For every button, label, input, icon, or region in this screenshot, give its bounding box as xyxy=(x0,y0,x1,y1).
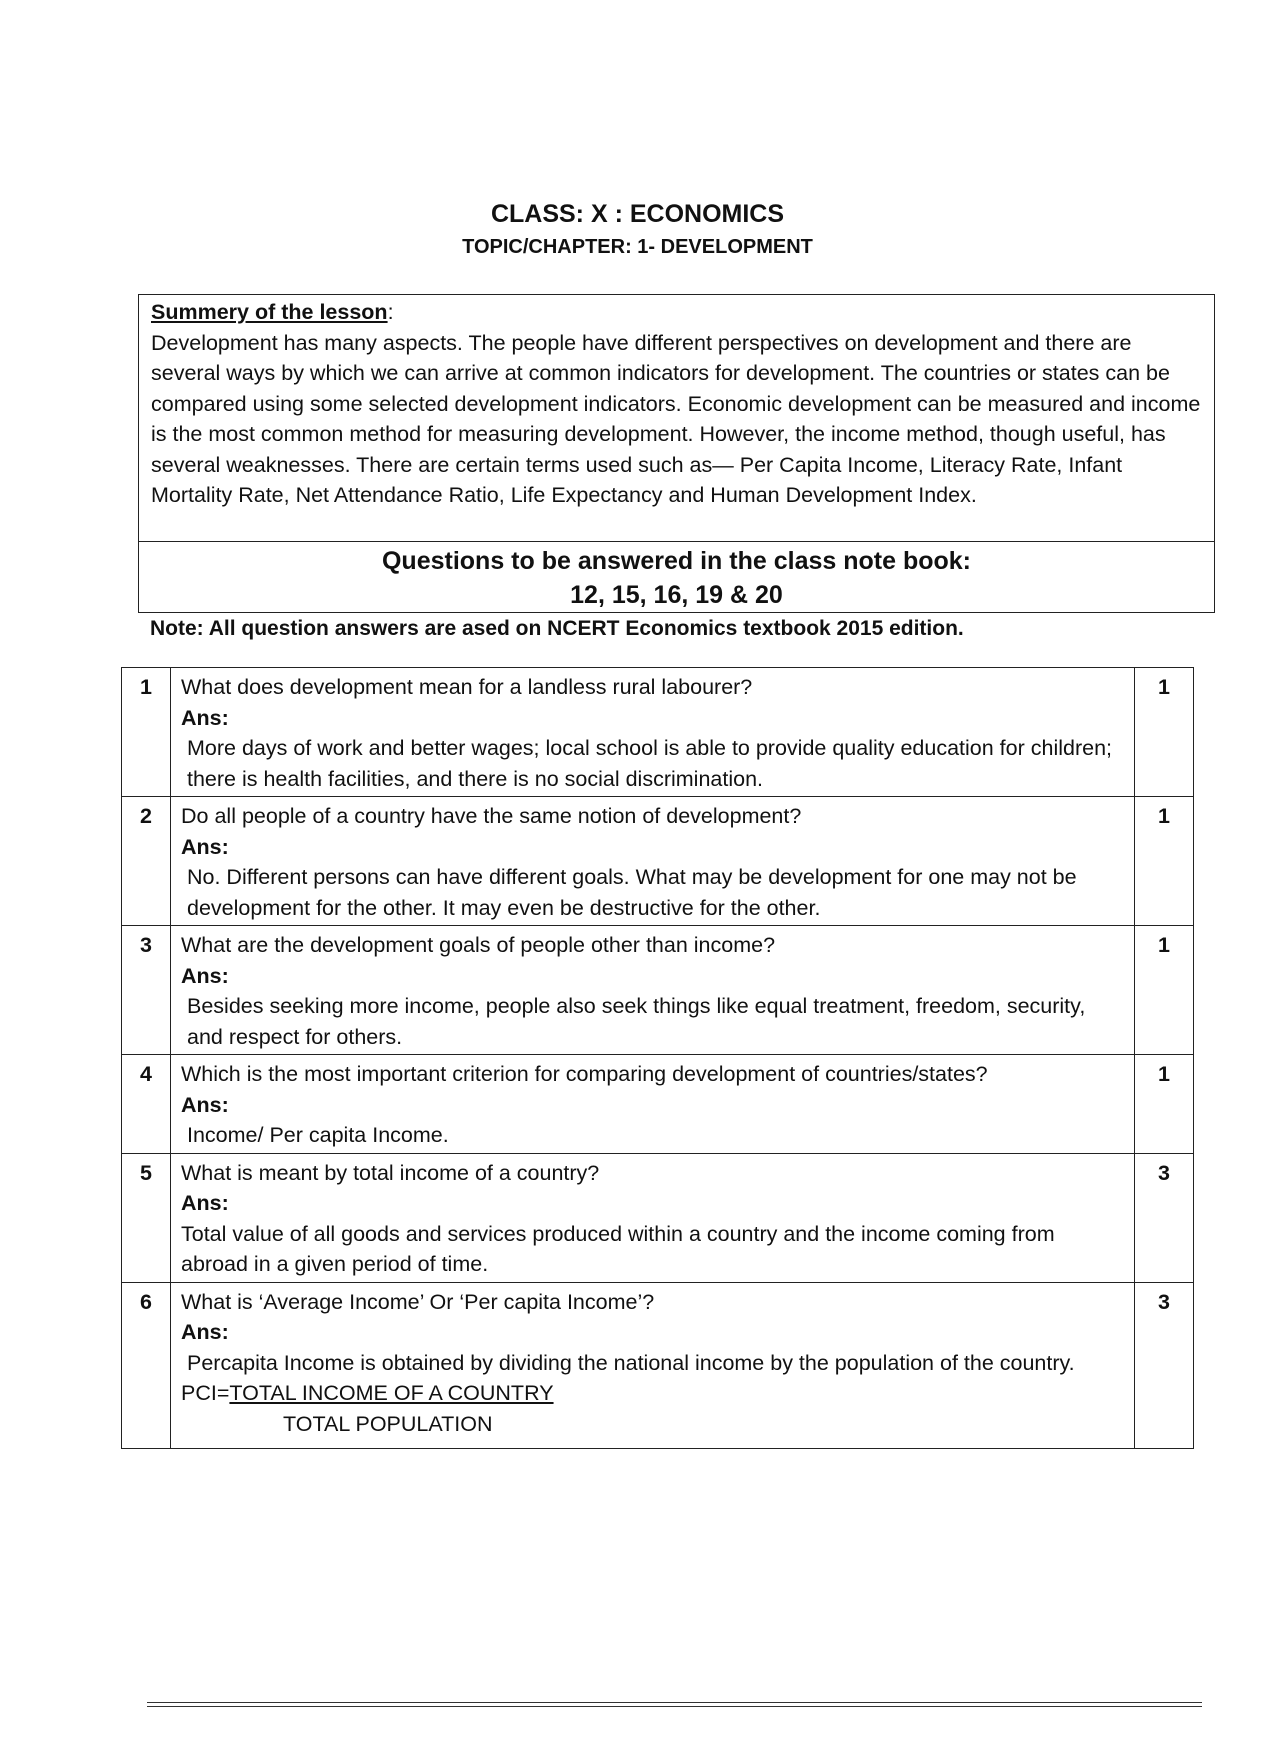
ans-label: Ans: xyxy=(181,705,229,730)
ans-label: Ans: xyxy=(181,1191,229,1215)
question-text: Do all people of a country have the same notion of development? xyxy=(181,804,802,828)
ans-label: Ans: xyxy=(181,1320,229,1344)
table-row xyxy=(122,1282,1194,1448)
ans-label: Ans: xyxy=(181,963,229,988)
summary-paragraph: Development has many aspects. The people have different perspectives on development and there are several ways by which we can arrive at common indicators for development. The countries or states can be compared using some selected development indicators. Economic development can be measured and income is the most common method for measuring development. However, the income method, though useful, has several weaknesses. There are certain terms used such as— Per Capita Income, Literacy Rate, Infant Mortality Rate, Net Attendance Ratio, Life Expectancy and Human Development Index. xyxy=(151,330,1201,507)
table-row xyxy=(122,797,1194,926)
summary-heading: Summery of the lesson xyxy=(151,300,388,324)
question-number: 4 xyxy=(122,1055,171,1154)
pci-formula-numerator: TOTAL INCOME OF A COUNTRY xyxy=(229,1381,554,1405)
question-text: What is ‘Average Income’ Or ‘Per capita Income’? xyxy=(181,1289,655,1314)
notebook-question-numbers: 12, 15, 16, 19 & 20 xyxy=(570,581,783,609)
table-row xyxy=(122,1153,1194,1282)
pci-formula-prefix: PCI= xyxy=(181,1381,230,1405)
marks-value: 1 xyxy=(1135,668,1194,797)
question-number: 5 xyxy=(122,1153,171,1282)
question-answer-table xyxy=(121,667,1194,1449)
answer-text: Percapita Income is obtained by dividing the national income by the population of the country. xyxy=(187,1350,1075,1375)
question-number: 1 xyxy=(122,668,171,797)
chapter-subtitle: TOPIC/CHAPTER: 1- DEVELOPMENT xyxy=(462,236,813,258)
pci-formula-numerator-line xyxy=(181,1378,1124,1409)
question-number: 2 xyxy=(122,797,171,926)
marks-value: 1 xyxy=(1135,926,1194,1055)
question-text: Which is the most important criterion for comparing development of countries/states? xyxy=(181,1062,988,1086)
answer-text: More days of work and better wages; local school is able to provide quality education for children; there is health facilities, and there is no social discrimination. xyxy=(187,736,1113,791)
footer-rule-bottom xyxy=(147,1706,1202,1707)
answer-text: Besides seeking more income, people also seek things like equal treatment, freedom, security, and respect for others. xyxy=(187,994,1086,1049)
question-text: What is meant by total income of a country? xyxy=(181,1160,600,1185)
question-cell xyxy=(171,797,1135,926)
question-text: What are the development goals of people other than income? xyxy=(181,933,776,957)
question-cell xyxy=(171,926,1135,1055)
lesson-summary-box xyxy=(138,294,1215,613)
question-cell xyxy=(171,1153,1135,1282)
pci-formula-denominator: TOTAL POPULATION xyxy=(283,1411,493,1436)
table-row xyxy=(122,668,1194,797)
footer-rule-top xyxy=(147,1702,1202,1703)
question-text: What does development mean for a landless rural labourer? xyxy=(181,675,753,699)
question-number: 3 xyxy=(122,926,171,1055)
question-cell xyxy=(171,1055,1135,1154)
summary-text-block xyxy=(151,297,1206,511)
summary-heading-colon: : xyxy=(387,300,394,324)
table-row xyxy=(122,1055,1194,1154)
question-cell xyxy=(171,1282,1135,1448)
answer-text: Total value of all goods and services produced within a country and the income coming from abroad in a given period of time. xyxy=(181,1221,1055,1276)
notebook-instruction: Questions to be answered in the class note book: xyxy=(381,547,971,575)
table-row xyxy=(122,926,1194,1055)
answer-text: No. Different persons can have different goals. What may be development for one may not be development for the other. It may even be destructive for the other. xyxy=(187,865,1077,920)
marks-value: 3 xyxy=(1135,1282,1194,1448)
answer-text: Income/ Per capita Income. xyxy=(187,1123,449,1147)
ans-label: Ans: xyxy=(181,1092,229,1117)
question-number: 6 xyxy=(122,1282,171,1448)
marks-value: 1 xyxy=(1135,797,1194,926)
summary-divider xyxy=(139,541,1214,542)
document-title: CLASS: X : ECONOMICS xyxy=(490,200,785,228)
question-cell xyxy=(171,668,1135,797)
ans-label: Ans: xyxy=(181,834,229,859)
textbook-note: Note: All question answers are ased on NCERT Economics textbook 2015 edition. xyxy=(150,617,964,640)
marks-value: 1 xyxy=(1135,1055,1194,1154)
marks-value: 3 xyxy=(1135,1153,1194,1282)
